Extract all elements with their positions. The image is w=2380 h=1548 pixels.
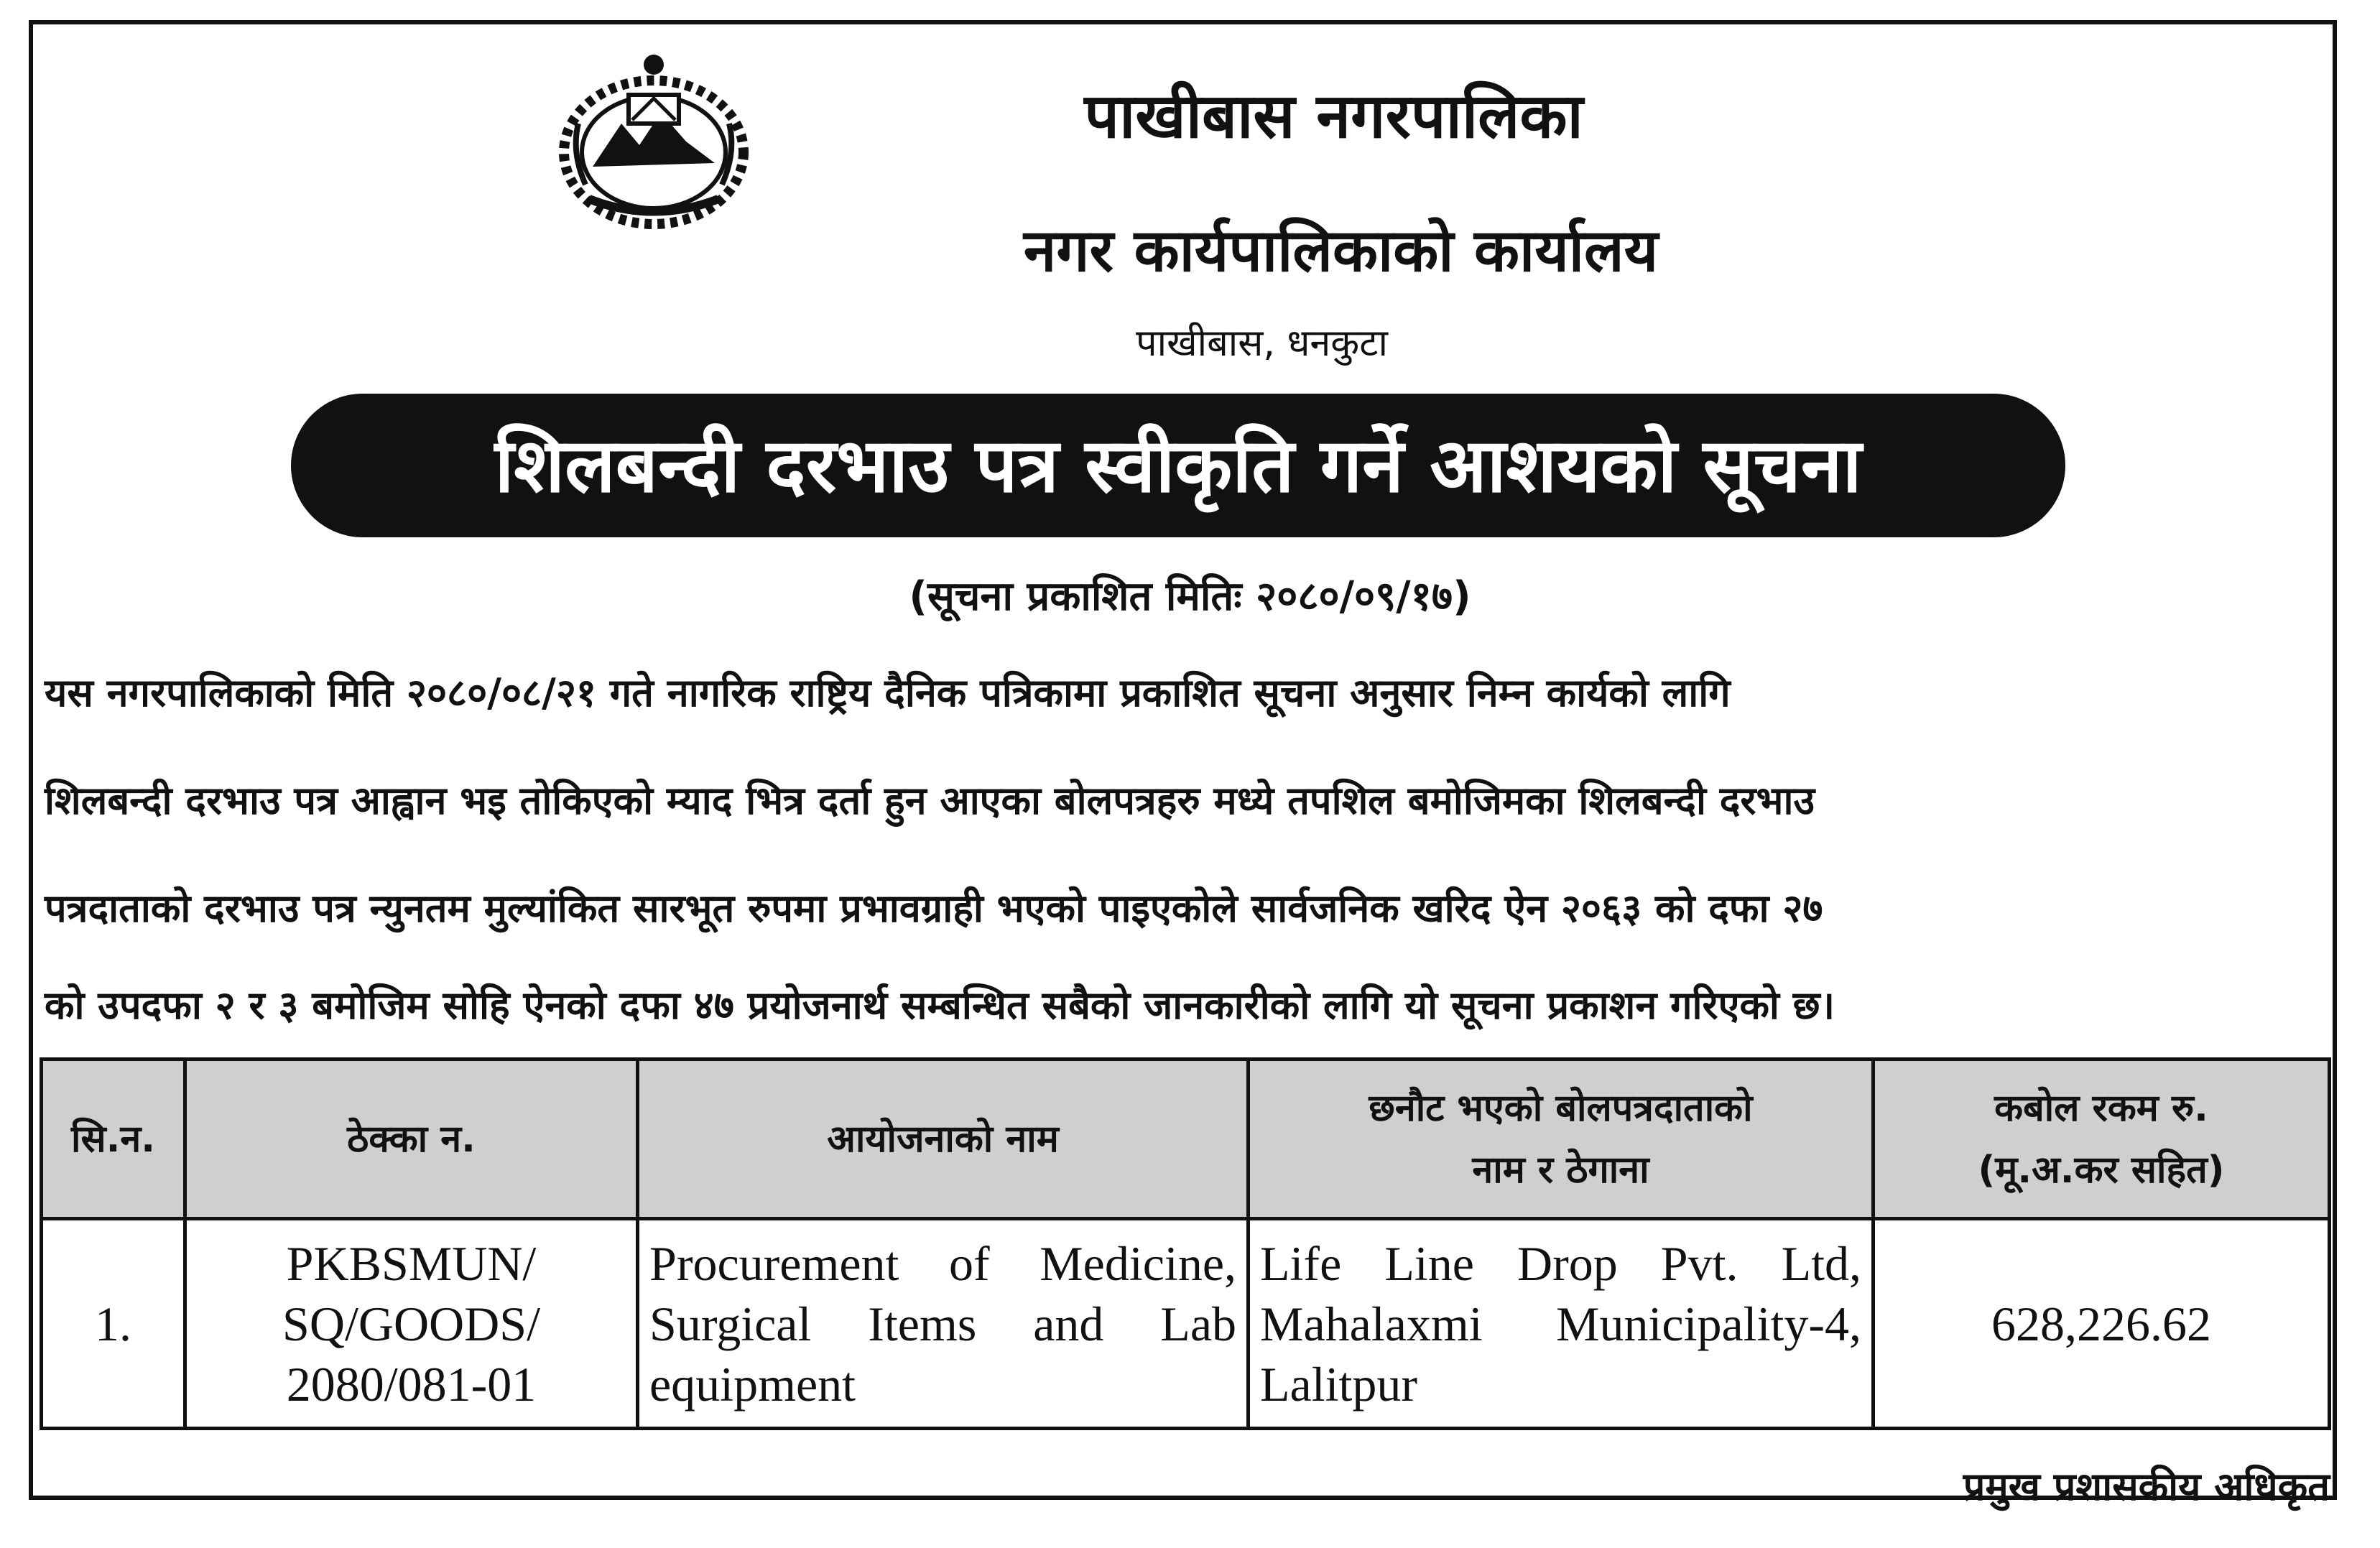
body-line-2: शिलबन्दी दरभाउ पत्र आह्वान भइ तोकिएको म्याद भित्र दर्ता हुन आएका बोलपत्रहरु मध्ये तपशिल बमोजिमका शिलबन्दी दरभाउ (45, 778, 1815, 823)
header-sn: सि.न. (42, 1060, 185, 1219)
header-bidder (1249, 1060, 1874, 1219)
signatory-title: प्रमुख प्रशासकीय अधिकृत (1963, 1464, 2330, 1509)
header-amount-line1: कबोल रकम रु. (1994, 1086, 2208, 1130)
notice-title-banner (291, 394, 2065, 537)
municipality-name: पाखीबास नगरपालिका (1084, 80, 1583, 152)
header-bidder-line1: छनौट भएको बोलपत्रदाताको (1369, 1086, 1753, 1130)
table-row (42, 1219, 2330, 1429)
notice-title: शिलबन्दी दरभाउ पत्र स्वीकृति गर्ने आशयको सूचना (494, 422, 1862, 509)
cell-bidder: Life Line Drop Pvt. Ltd, Mahalaxmi Municipality-4, Lalitpur (1249, 1219, 1874, 1429)
table-header-row (42, 1060, 2330, 1219)
office-name: नगर कार्यपालिकाको कार्यालय (1023, 217, 1659, 285)
cell-project-name: Procurement of Medicine, Surgical Items and Lab equipment (638, 1219, 1249, 1429)
contract-no-line2: SQ/GOODS/ (282, 1296, 540, 1351)
office-address: पाखीबास, धनकुटा (1136, 322, 1388, 365)
header-bidder-line2: नाम र ठेगाना (1472, 1148, 1649, 1192)
cell-contract-no (185, 1219, 638, 1429)
tender-table (40, 1057, 2331, 1430)
contract-no-line1: PKBSMUN/ (286, 1236, 537, 1291)
body-line-3: पत्रदाताको दरभाउ पत्र न्युनतम मुल्यांकित सारभूत रुपमा प्रभावग्राही भएको पाइएकोले सार्वजनिक खरिद ऐन २०६३ को दफा २७ (45, 886, 1823, 931)
body-line-4: को उपदफा २ र ३ बमोजिम सोहि ऐनको दफा ४७ प्रयोजनार्थ सम्बन्धित सबैको जानकारीको लागि यो सूचना प्रकाशन गरिएको छ। (45, 983, 1835, 1028)
cell-sn: 1. (42, 1219, 185, 1429)
body-line-1: यस नगरपालिकाको मिति २०८०/०८/२१ गते नागरिक राष्ट्रिय दैनिक पत्रिकामा प्रकाशित सूचना अनुसार निम्न कार्यको लागि (45, 670, 1731, 715)
cell-amount: 628,226.62 (1874, 1219, 2330, 1429)
header-amount-line2: (मू.अ.कर सहित) (1978, 1148, 2225, 1192)
header-project-name: आयोजनाको नाम (638, 1060, 1249, 1219)
header-contract-no: ठेक्का न. (185, 1060, 638, 1219)
contract-no-line3: 2080/081-01 (286, 1356, 537, 1412)
published-date: (सूचना प्रकाशित मितिः २०८०/०९/१७) (909, 573, 1471, 620)
header-amount (1874, 1060, 2330, 1219)
